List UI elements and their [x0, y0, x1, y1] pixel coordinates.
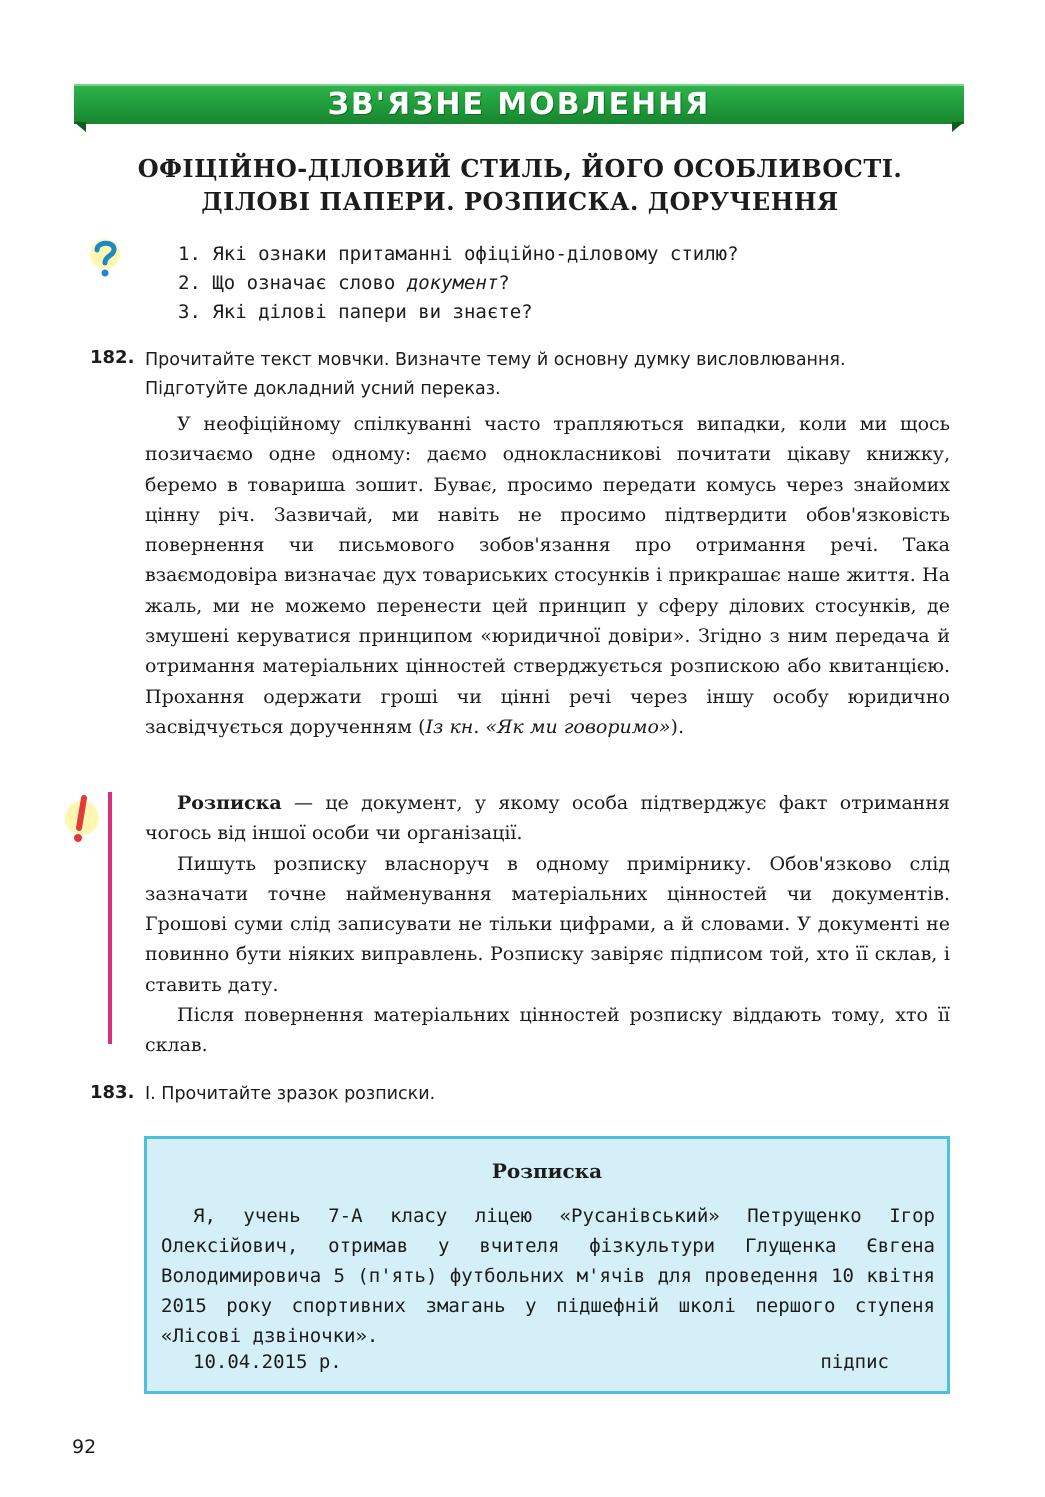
exclamation-mark-icon: [62, 792, 104, 848]
banner-label: ЗВ'ЯЗНЕ МОВЛЕННЯ: [327, 87, 711, 122]
sample-receipt-date: 10.04.2015 р.: [193, 1351, 342, 1373]
page-number: 92: [72, 1436, 97, 1458]
lesson-title: [100, 152, 940, 218]
question-mark-icon: [88, 236, 124, 282]
question-item: 1. Які ознаки притаманні офіційно-діловому стилю?: [178, 243, 739, 265]
lesson-title-line-2: ДІЛОВІ ПАПЕРИ. РОЗПИСКА. ДОРУЧЕННЯ: [201, 187, 839, 216]
definition-paragraph: Після повернення матеріальних цінностей розписку віддають тому, хто її склав.: [145, 1004, 950, 1057]
definition-term: Розписка: [177, 792, 282, 814]
sample-receipt-signature: підпис: [820, 1351, 889, 1373]
definition-block: Розписка — це документ, у якому особа підтверджує факт отримання чогось від іншої особи чи організації. Пишуть розписку власноруч в одному примірнику. Обов'язково слід зазначати точне найменування матеріальних цінностей чи документів. Грошові суми слід записувати не тільки цифрами, а й словами. У документі не повинно бути ніяких виправлень. Розписку завіряє підписом той, хто її склав, і ставить дату. Після повернення матеріальних цінностей розписку віддають тому, хто її склав.: [145, 788, 950, 1061]
sample-receipt-body: Я, учень 7-А класу ліцею «Русанівський» Петрущенко Ігор Олексійович, отримав у вчителя фізкультури Глущенка Євгена Володимировича 5 (п'ять) футбольних м'ячів для проведення 10 квітня 2015 року спортивних змагань у підшефній школі першого ступеня «Лісові дзвіночки».: [161, 1205, 935, 1347]
question-item: 2. Що означає слово документ?: [178, 272, 510, 294]
exercise-182-instruction: Прочитайте текст мовчки. Визначте тему й основну думку висловлювання. Підготуйте докладний усний переказ.: [145, 350, 846, 399]
exercise-183-instruction: І. Прочитайте зразок розписки.: [145, 1084, 436, 1104]
source-citation: Із кн. «Як ми говоримо»: [425, 715, 671, 738]
lesson-title-line-1: ОФІЦІЙНО-ДІЛОВИЙ СТИЛЬ, ЙОГО ОСОБЛИВОСТІ.: [137, 154, 903, 183]
review-questions: [178, 240, 938, 327]
definition-paragraph: Пишуть розписку власноруч в одному примірнику. Обов'язково слід зазначати точне найменування матеріальних цінностей чи документів. Грошові суми слід записувати не тільки цифрами, а й словами. У документі не повинно бути ніяких виправлень. Розписку завіряє підписом той, хто її склав, і ставить дату.: [145, 852, 950, 996]
rule-accent-line: [108, 792, 112, 1044]
term-dokument: документ: [406, 272, 499, 294]
sample-receipt-title: Розписка: [491, 1159, 603, 1183]
section-banner: [74, 84, 964, 132]
sample-receipt-box: [144, 1136, 950, 1394]
exercise-182-text: У неофіційному спілкуванні часто трапляються випадки, коли ми щось позичаємо одне одному: даємо однокласникові почитати цікаву книжку, беремо в товариша зошит. Буває, просимо передати комусь через знайомих цінну річ. Зазвичай, ми навіть не просимо підтвердити обов'язковість повернення чи письмового зобов'язання про отримання речі. Така взаємодовіра визначає дух товариських стосунків і прикрашає наше життя. На жаль, ми не можемо перенести цей принцип у сферу ділових стосунків, де змушені керуватися принципом «юридичної довіри». Згідно з ним передача й отримання матеріальних цінностей стверджується розпискою або квитанцією. Прохання одержати гроші чи цінні речі через іншу особу юридично засвідчується дорученням (Із кн. «Як ми говоримо»).: [145, 413, 950, 738]
question-item: 3. Які ділові папери ви знаєте?: [178, 301, 533, 323]
exercise-number-183: 183.: [90, 1082, 135, 1103]
exercise-number-182: 182.: [90, 347, 135, 368]
